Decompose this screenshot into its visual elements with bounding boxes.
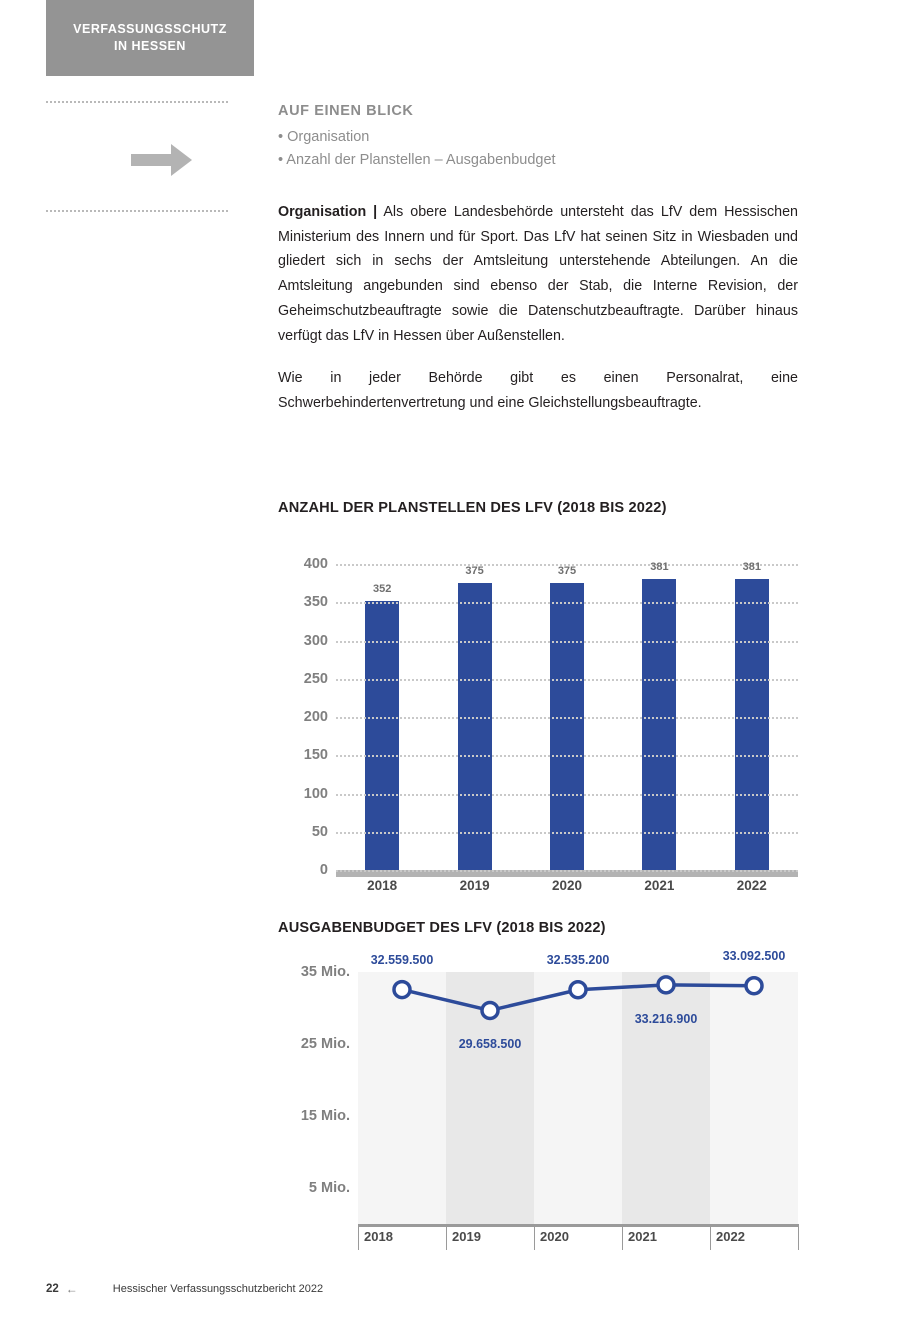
bar-x-tick-label: 2021	[644, 878, 675, 893]
grid-line	[336, 832, 798, 834]
paragraph-lead: Organisation |	[278, 204, 378, 220]
line-x-tick-label: 2021	[628, 1229, 657, 1244]
line-y-tick-label: 5 Mio.	[308, 1180, 350, 1196]
bar-y-tick-label: 50	[311, 823, 328, 840]
grid-line	[336, 794, 798, 796]
line-x-tick	[798, 1224, 799, 1250]
grid-line	[336, 679, 798, 681]
line-x-tick-label: 2022	[716, 1229, 745, 1244]
line-x-tick-label: 2018	[364, 1229, 393, 1244]
line-value-label: 29.658.500	[458, 1037, 522, 1052]
bar-y-tick-label: 350	[303, 594, 328, 611]
bar-2021	[642, 579, 676, 870]
overview-title: AUF EINEN BLICK	[278, 103, 414, 119]
bar-y-tick-label: 400	[303, 556, 328, 572]
bar-value-label: 381	[650, 560, 669, 573]
bar-y-tick-label: 150	[303, 747, 328, 764]
section-tab-line1: VERFASSUNGSSCHUTZ	[73, 22, 227, 37]
bar-value-label: 352	[373, 582, 392, 595]
page-number: 22	[46, 1283, 59, 1295]
paragraph-personalrat: Wie in jeder Behörde gibt es einen Personalrat, eine Schwerbehindertenvertretung und eine Gleichstellungsbeauftragte.	[278, 370, 798, 412]
section-tab	[46, 0, 254, 76]
paragraph-organisation-text: Als obere Landesbehörde untersteht das LfV dem Hessischen Ministerium des Innern und für Sport. Das LfV hat seinen Sitz in Wiesbaden und gliedert sich in sechs der Amtsleitung unterstehende Abteilungen. An die Amtsleitung angebunden sind ebenso der Stab, die Interne Revision, der Geheimschutzbeauftragte sowie die Datenschutzbeauftragte. Darüber hinaus verfügt das LfV in Hessen über Außenstellen.	[278, 204, 799, 344]
bar-value-label: 375	[557, 565, 577, 578]
grid-line	[336, 641, 798, 643]
bar-y-tick-label: 100	[303, 785, 328, 802]
bar-y-tick-label: 0	[319, 862, 328, 878]
grid-line	[336, 755, 798, 757]
bar-y-tick-label: 300	[303, 632, 328, 649]
line-chart-title: AUSGABENBUDGET DES LFV (2018 BIS 2022)	[278, 920, 606, 936]
section-tab-line2: IN HESSEN	[114, 39, 186, 53]
bar-chart-title: ANZAHL DER PLANSTELLEN DES LFV (2018 BIS 2022)	[278, 500, 667, 516]
page-footer	[46, 1282, 323, 1296]
grid-line	[336, 717, 798, 719]
left-column	[46, 0, 254, 76]
dotted-divider-top	[46, 101, 228, 103]
bar-x-tick-label: 2022	[736, 878, 767, 893]
bar-chart-block	[278, 500, 798, 896]
bar-2019	[458, 583, 492, 870]
arrow-left-icon: ←	[65, 1282, 78, 1296]
bar-chart-area	[278, 530, 798, 878]
line-value-label: 32.535.200	[546, 952, 610, 967]
overview-item-planstellen: • Anzahl der Planstellen – Ausgabenbudget	[278, 152, 556, 169]
line-series	[358, 972, 798, 1224]
line-chart-baseline	[358, 1224, 798, 1227]
line-value-label: 33.216.900	[634, 1011, 698, 1026]
grid-line	[336, 602, 798, 604]
line-value-label: 33.092.500	[722, 948, 786, 963]
overview-box	[278, 103, 798, 173]
line-y-tick-label: 15 Mio.	[300, 1108, 350, 1124]
overview-item-organisation: • Organisation	[278, 129, 370, 145]
bar-value-label: 381	[742, 560, 761, 573]
line-chart-block	[278, 920, 798, 1250]
line-value-label: 32.559.500	[370, 952, 434, 967]
bar-x-tick-label: 2020	[551, 878, 583, 893]
bar-value-label: 375	[465, 565, 484, 578]
footer-title: Hessischer Verfassungsschutzbericht 2022	[112, 1283, 324, 1295]
line-x-tick-label: 2019	[452, 1229, 481, 1244]
bar-x-tick-label: 2018	[367, 878, 398, 893]
body-text	[278, 200, 798, 416]
bar-y-tick-label: 250	[303, 670, 328, 687]
paragraph-organisation	[278, 200, 798, 348]
line-x-tick-label: 2020	[540, 1229, 569, 1244]
bar-y-tick-label: 200	[303, 709, 328, 725]
bar-2022	[735, 579, 769, 870]
dotted-divider-bottom	[46, 210, 228, 212]
arrow-right-icon	[131, 138, 193, 182]
bar-2020	[550, 583, 584, 870]
line-plot	[358, 972, 798, 1244]
line-chart-area	[278, 950, 798, 1250]
bar-x-axis-labels	[278, 870, 798, 896]
line-y-tick-label: 35 Mio.	[300, 964, 350, 980]
bar-x-tick-label: 2019	[459, 878, 490, 893]
line-y-tick-label: 25 Mio.	[300, 1036, 350, 1052]
